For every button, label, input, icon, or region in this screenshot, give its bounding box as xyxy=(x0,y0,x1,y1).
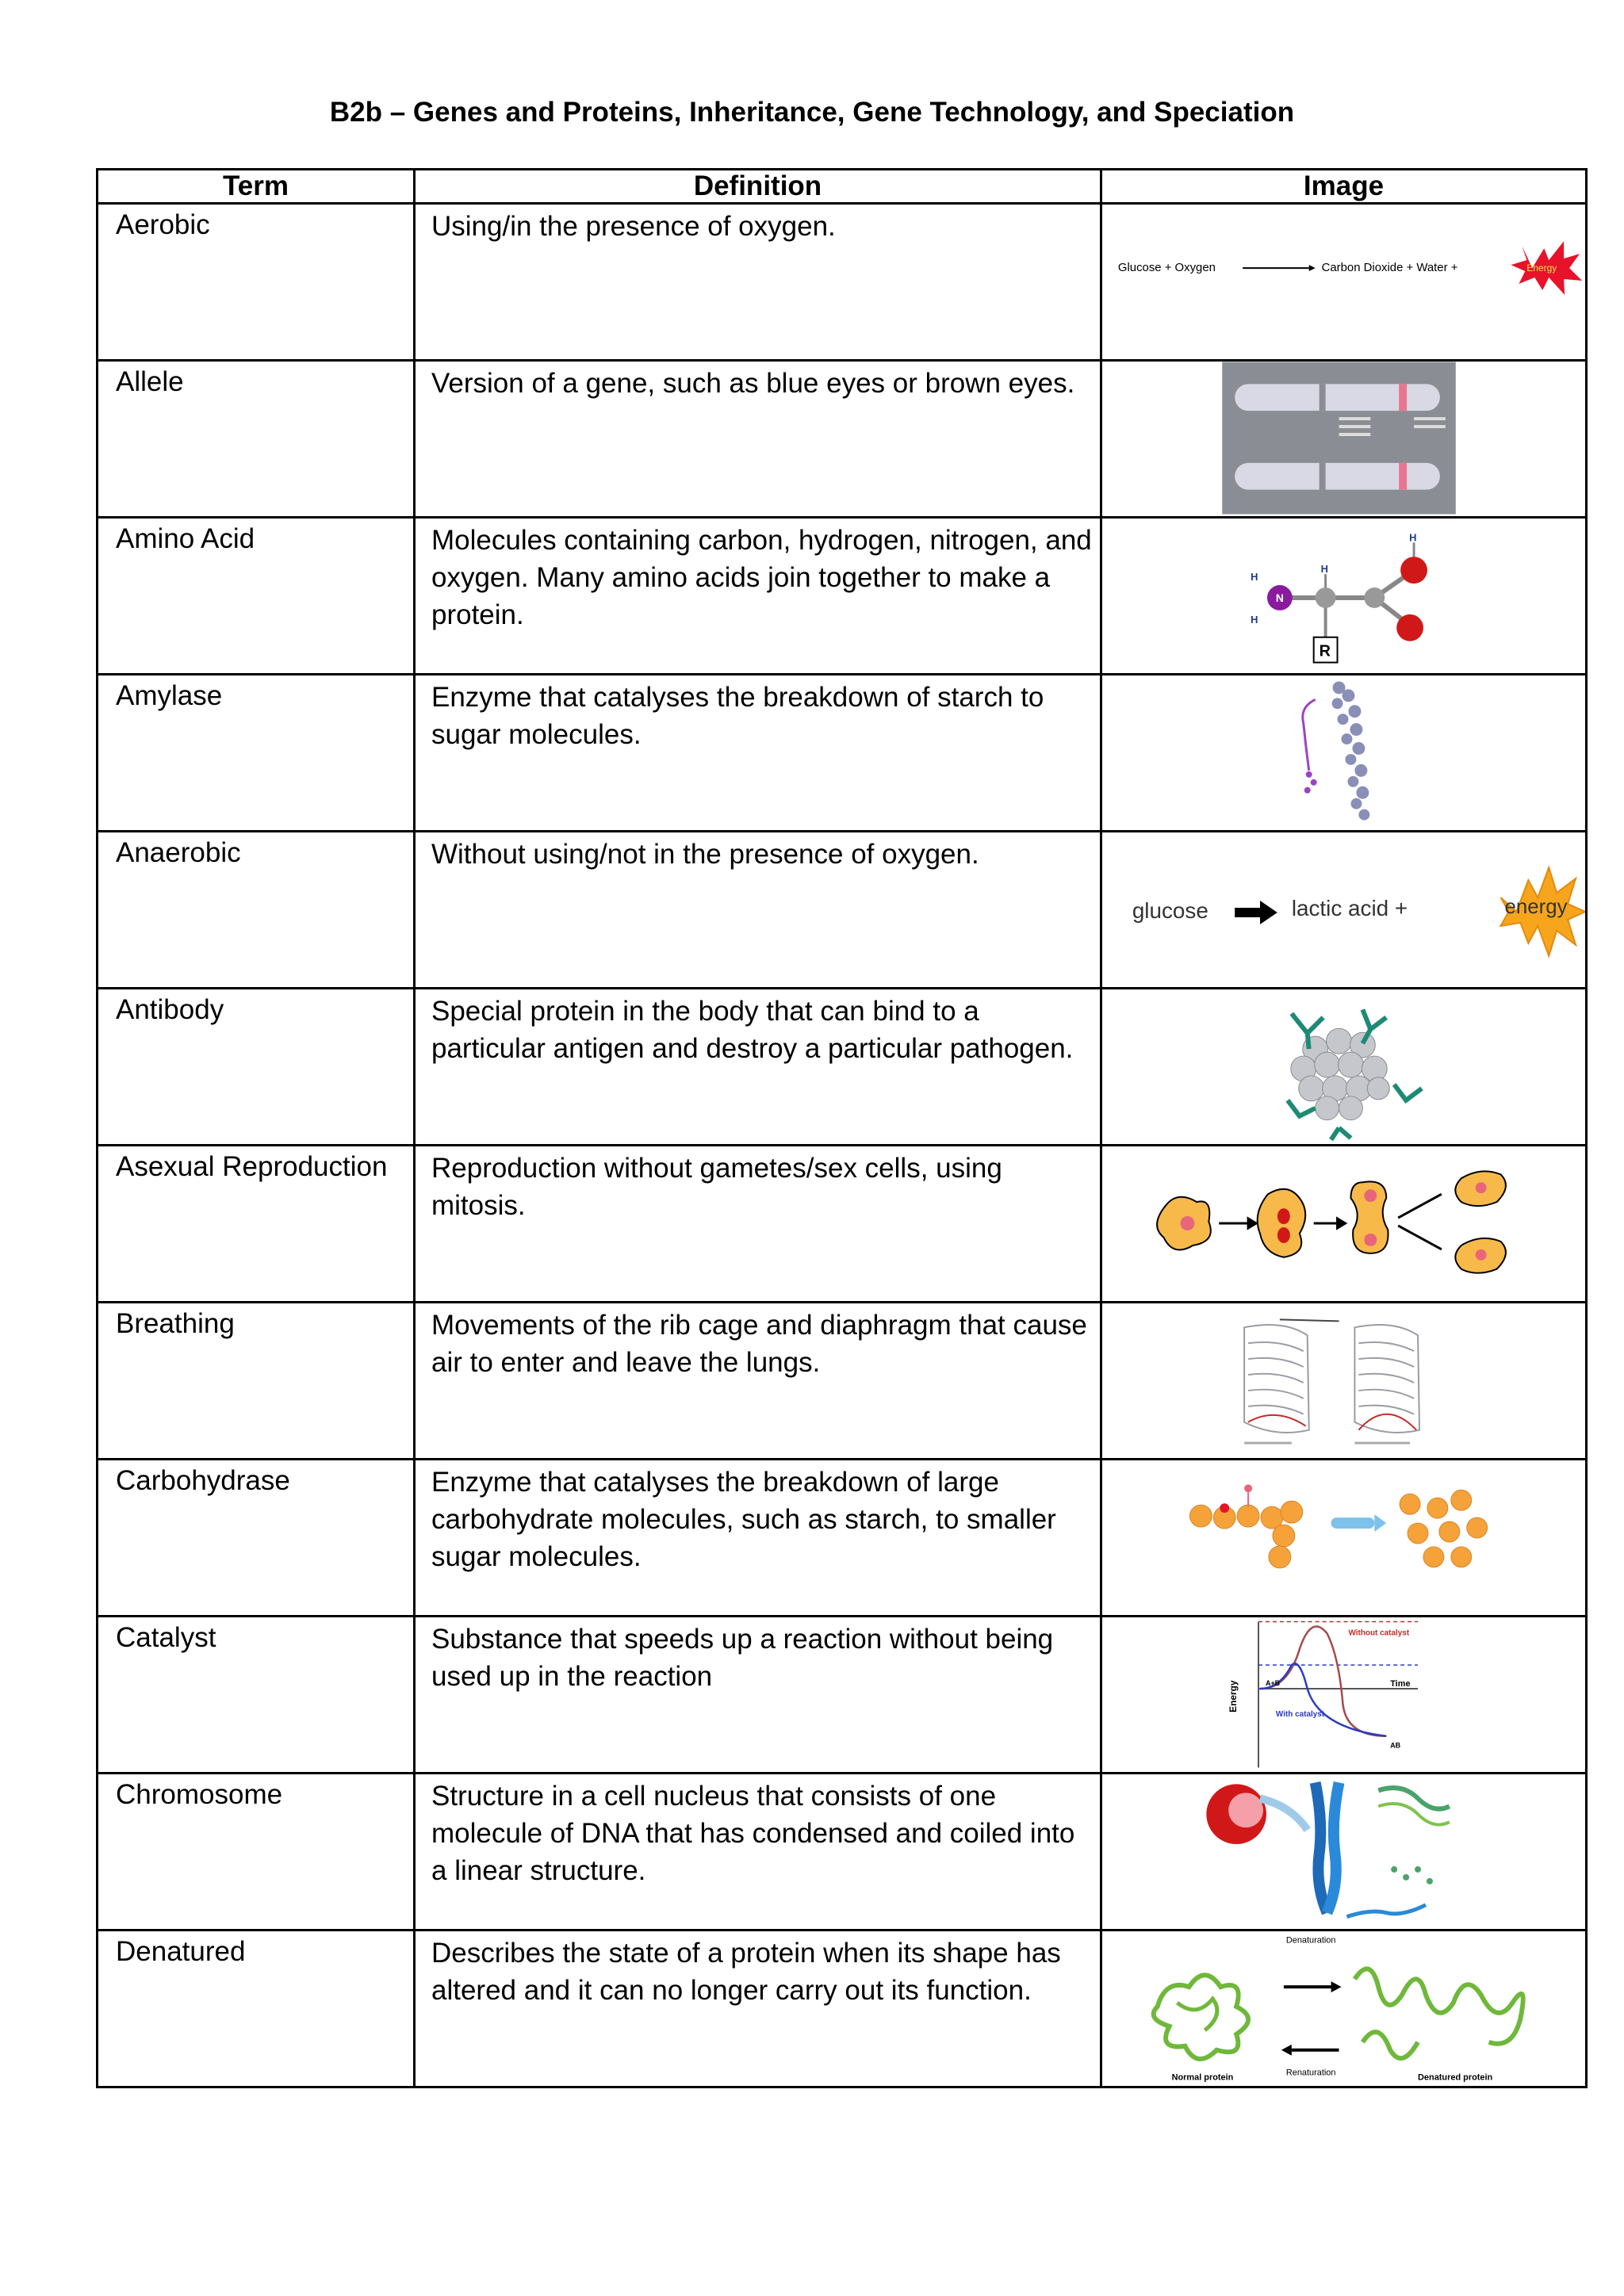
image-cell xyxy=(1101,1774,1587,1931)
chromosome-dna-icon xyxy=(1102,1774,1585,1927)
definition-cell: Using/in the presence of oxygen. xyxy=(415,204,1101,361)
equation-text: Glucose + Oxygen xyxy=(1117,261,1216,275)
table-header-row xyxy=(98,170,1587,204)
table-row xyxy=(98,204,1587,361)
glossary-table xyxy=(96,168,1588,2088)
table-row xyxy=(98,1460,1587,1617)
svg-text:H: H xyxy=(1409,531,1417,544)
term-cell: Carbohydrase xyxy=(98,1460,415,1617)
definition-cell: Special protein in the body that can bind to a particular antigen and destroy a particular pathogen. xyxy=(415,989,1101,1146)
definition-cell: Structure in a cell nucleus that consists of one molecule of DNA that has condensed and coiled into a linear structure. xyxy=(415,1774,1101,1931)
svg-text:energy: energy xyxy=(1504,895,1568,918)
definition-cell: Molecules containing carbon, hydrogen, nitrogen, and oxygen. Many amino acids join together to make a protein. xyxy=(415,518,1101,675)
carbohydrase-icon xyxy=(1102,1460,1585,1613)
image-cell xyxy=(1101,989,1587,1146)
term-cell: Chromosome xyxy=(98,1774,415,1931)
image-cell xyxy=(1101,1931,1587,2087)
image-cell xyxy=(1101,204,1587,361)
image-cell xyxy=(1101,1303,1587,1460)
svg-text:Denaturation: Denaturation xyxy=(1285,1935,1336,1946)
term-cell: Breathing xyxy=(98,1303,415,1460)
term-header: Term xyxy=(98,170,415,204)
cell-division-icon xyxy=(1102,1146,1585,1299)
chromosome-pair-icon xyxy=(1102,362,1585,515)
rib-cage-icon xyxy=(1102,1303,1585,1456)
term-cell: Denatured xyxy=(98,1931,415,2087)
table-row xyxy=(98,1617,1587,1774)
svg-text:Without catalyst: Without catalyst xyxy=(1348,1628,1410,1638)
arrow-right-icon xyxy=(1235,901,1277,924)
svg-text:H: H xyxy=(1251,613,1258,626)
denatured-protein-icon xyxy=(1102,1931,1585,2084)
definition-cell: Movements of the rib cage and diaphragm that cause air to enter and leave the lungs. xyxy=(415,1303,1101,1460)
image-cell xyxy=(1101,518,1587,675)
svg-text:H: H xyxy=(1251,571,1258,584)
term-cell: Antibody xyxy=(98,989,415,1146)
svg-text:With catalyst: With catalyst xyxy=(1275,1709,1325,1719)
definition-cell: Enzyme that catalyses the breakdown of starch to sugar molecules. xyxy=(415,675,1101,832)
definition-cell: Enzyme that catalyses the breakdown of large carbohydrate molecules, such as starch, to smaller sugar molecules. xyxy=(415,1460,1101,1617)
term-cell: Catalyst xyxy=(98,1617,415,1774)
term-cell: Amylase xyxy=(98,675,415,832)
amino-acid-structure-icon xyxy=(1102,519,1585,672)
definition-cell: Describes the state of a protein when its shape has altered and it can no longer carry out its function. xyxy=(415,1931,1101,2087)
image-cell xyxy=(1101,361,1587,518)
image-cell xyxy=(1101,675,1587,832)
table-row xyxy=(98,1146,1587,1303)
image-header: Image xyxy=(1101,170,1587,204)
table-row xyxy=(98,1774,1587,1931)
table-row xyxy=(98,361,1587,518)
svg-text:AB: AB xyxy=(1390,1741,1401,1750)
svg-text:Carbon Dioxide + Water +: Carbon Dioxide + Water + xyxy=(1321,261,1458,275)
svg-text:Denatured protein: Denatured protein xyxy=(1418,2072,1493,2083)
image-cell xyxy=(1101,1617,1587,1774)
amylase-enzyme-icon xyxy=(1102,675,1585,828)
definition-header: Definition xyxy=(415,170,1101,204)
svg-text:A+B: A+B xyxy=(1265,1679,1281,1688)
term-cell: Aerobic xyxy=(98,204,415,361)
aerobic-equation-image xyxy=(1102,205,1585,358)
table-row xyxy=(98,518,1587,675)
table-row xyxy=(98,675,1587,832)
svg-text:Renaturation: Renaturation xyxy=(1285,2068,1336,2078)
definition-cell: Without using/not in the presence of oxygen. xyxy=(415,832,1101,989)
table-row xyxy=(98,1303,1587,1460)
energy-profile-icon xyxy=(1102,1617,1585,1770)
term-cell: Amino Acid xyxy=(98,518,415,675)
image-cell xyxy=(1101,1146,1587,1303)
table-row xyxy=(98,989,1587,1146)
image-cell xyxy=(1101,1460,1587,1617)
svg-text:Energy: Energy xyxy=(1228,1680,1239,1712)
table-row xyxy=(98,1931,1587,2087)
definition-cell: Substance that speeds up a reaction without being used up in the reaction xyxy=(415,1617,1101,1774)
svg-text:Normal protein: Normal protein xyxy=(1171,2072,1234,2083)
term-cell: Asexual Reproduction xyxy=(98,1146,415,1303)
table-row xyxy=(98,832,1587,989)
svg-text:glucose: glucose xyxy=(1132,897,1208,923)
svg-text:lactic acid +: lactic acid + xyxy=(1291,895,1408,920)
svg-text:H: H xyxy=(1320,563,1328,576)
anaerobic-equation-image xyxy=(1102,832,1585,985)
image-cell xyxy=(1101,832,1587,989)
definition-cell: Reproduction without gametes/sex cells, using mitosis. xyxy=(415,1146,1101,1303)
svg-text:N: N xyxy=(1275,591,1284,604)
antibody-icon xyxy=(1102,989,1585,1142)
term-cell: Allele xyxy=(98,361,415,518)
svg-text:R: R xyxy=(1319,642,1331,660)
svg-text:Time: Time xyxy=(1390,1679,1411,1689)
page-title: B2b – Genes and Proteins, Inheritance, Gene Technology, and Speciation xyxy=(329,97,1295,128)
definition-cell: Version of a gene, such as blue eyes or brown eyes. xyxy=(415,361,1101,518)
svg-text:Energy: Energy xyxy=(1526,262,1557,274)
term-cell: Anaerobic xyxy=(98,832,415,989)
